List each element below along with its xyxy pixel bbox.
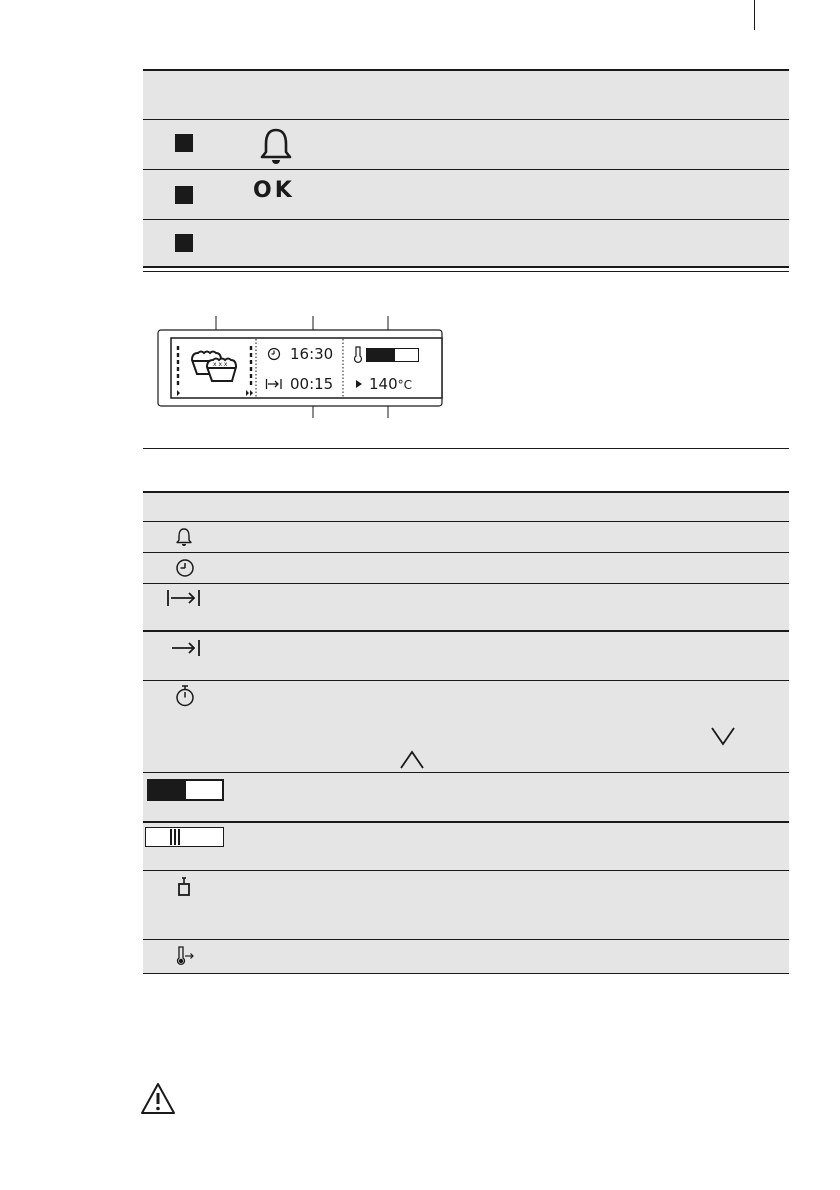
heatup-bar-icon	[147, 779, 224, 801]
table-row	[143, 584, 789, 630]
warning-triangle-icon	[139, 1081, 177, 1116]
clock-time: 16:30	[290, 345, 334, 363]
table-bottom-border	[143, 266, 789, 268]
temperature-unit: °C	[397, 378, 413, 392]
play-arrow-icon	[355, 379, 363, 389]
table-row	[143, 871, 789, 939]
bell-icon	[175, 527, 193, 547]
square-bullet-icon	[175, 134, 193, 152]
heatup-bar	[366, 348, 419, 362]
end-time-icon	[170, 638, 202, 658]
temperature-value	[369, 375, 412, 393]
stopwatch-icon	[174, 684, 196, 708]
table-row	[143, 681, 789, 772]
clock-icon	[175, 558, 195, 578]
square-bullet-icon	[175, 186, 193, 204]
ok-label: OK	[253, 178, 295, 203]
table-header-row	[143, 71, 789, 119]
svg-text:x x x: x x x	[213, 361, 228, 368]
duration-icon	[265, 377, 283, 391]
cake-icon	[189, 350, 239, 386]
square-bullet-icon	[175, 234, 193, 252]
food-sensor-icon	[176, 876, 192, 898]
thermometer-icon	[353, 345, 363, 363]
residual-heat-bar-icon	[145, 827, 224, 847]
margin-marker	[754, 0, 755, 30]
bell-icon	[258, 126, 294, 166]
temperature-number: 140	[369, 375, 398, 393]
clock-icon	[267, 347, 281, 361]
core-temperature-icon	[174, 945, 196, 967]
table-row	[143, 120, 789, 169]
table-row	[143, 632, 789, 680]
table-row	[143, 823, 789, 870]
table-row	[143, 773, 789, 821]
section-divider	[143, 448, 789, 449]
table-row	[143, 170, 789, 219]
table-row	[143, 522, 789, 552]
table-header-row	[143, 493, 789, 521]
duration-icon	[166, 588, 202, 608]
chevron-down-icon	[710, 726, 736, 746]
table-row	[143, 940, 789, 973]
table-row	[143, 220, 789, 266]
table-bottom-border	[143, 271, 789, 272]
duration-time: 00:15	[290, 375, 334, 393]
table-bottom-border	[143, 973, 789, 974]
table-row	[143, 553, 789, 583]
chevron-up-icon	[399, 750, 425, 770]
